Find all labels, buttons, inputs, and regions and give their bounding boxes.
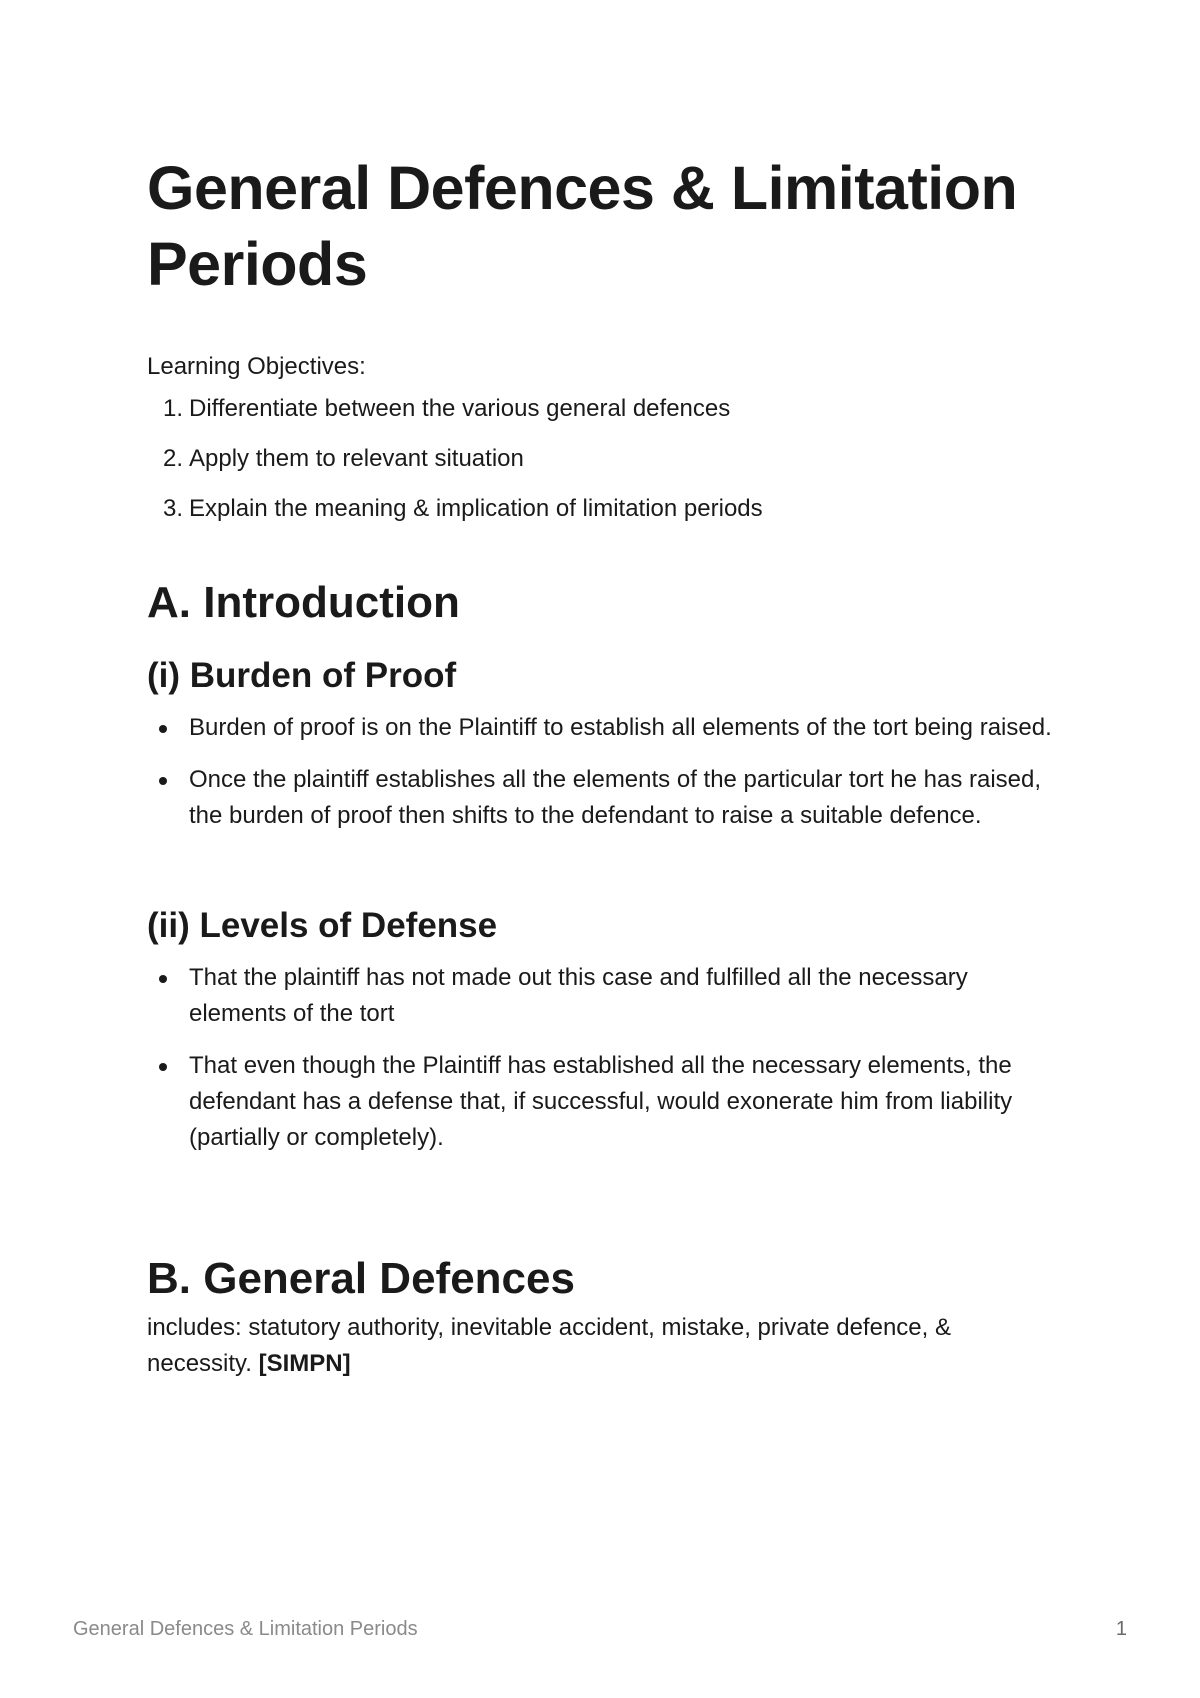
general-defences-text: includes: statutory authority, inevitable accident, mistake, private defence, & necessity. [SIMPN] [147, 1314, 951, 1377]
list-item: That the plaintiff has not made out this case and fulfilled all the necessary elements of the tort [147, 960, 1057, 1032]
section-heading-introduction: A. Introduction [147, 578, 460, 627]
list-item: That even though the Plaintiff has established all the necessary elements, the defendant has a defense that, if successful, would exonerate him from liability (partially or completely). [147, 1048, 1057, 1156]
bullet-icon [159, 1063, 167, 1071]
bullet-icon [159, 777, 167, 785]
subsection-heading-levels-of-defense: (ii) Levels of Defense [147, 906, 498, 945]
section-heading-general-defences: B. General Defences [147, 1254, 575, 1303]
learning-objectives-list [147, 392, 1057, 526]
document-title: General Defences & Limitation Periods [147, 154, 1018, 298]
list-item: Once the plaintiff establishes all the elements of the particular tort he has raised, the burden of proof then shifts to the defendant to raise a suitable defence. [147, 762, 1057, 834]
page-number: 1 [1115, 1618, 1127, 1640]
objective-item: 3. Explain the meaning & implication of limitation periods [162, 495, 763, 522]
objective-item: 2. Apply them to relevant situation [162, 445, 524, 472]
list-item: Burden of proof is on the Plaintiff to establish all elements of the tort being raised. [147, 710, 1057, 746]
objective-item: 1. Differentiate between the various general defences [162, 395, 731, 422]
mnemonic-label: [SIMPN] [258, 1350, 351, 1377]
bullet-icon [159, 975, 167, 983]
levels-of-defense-list [147, 960, 1057, 1156]
learning-objectives-label: Learning Objectives: [147, 353, 366, 380]
burden-of-proof-list [147, 710, 1057, 834]
footer-title: General Defences & Limitation Periods [73, 1618, 418, 1640]
bullet-icon [159, 725, 167, 733]
subsection-heading-burden-of-proof: (i) Burden of Proof [147, 656, 457, 695]
document-page [147, 150, 1057, 1382]
